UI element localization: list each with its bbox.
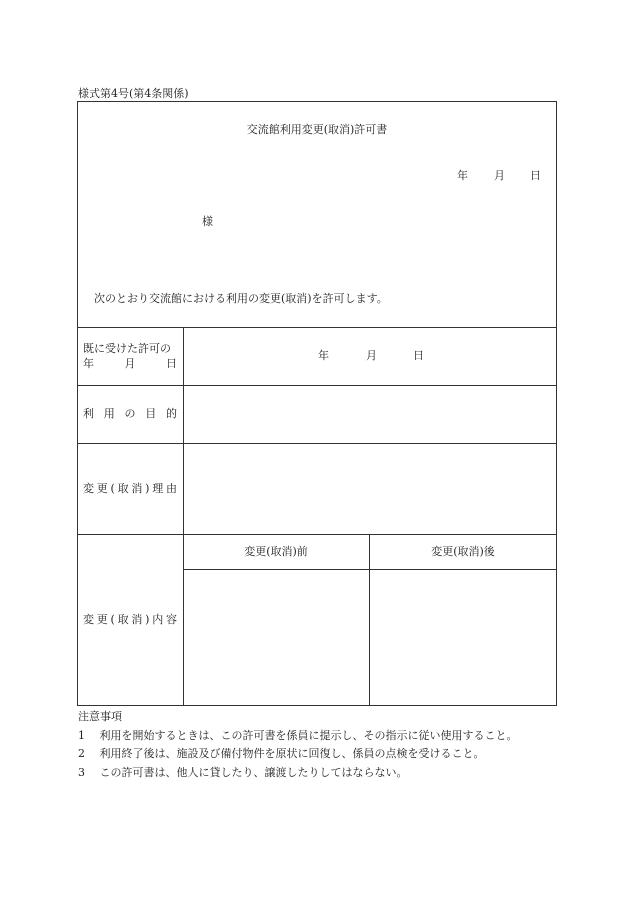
note-text: この許可書は、他人に貸したり、譲渡したりしてはならない。: [99, 766, 408, 779]
char: ): [145, 482, 150, 495]
row-divider: [77, 443, 557, 444]
char: 理: [152, 482, 164, 495]
char: 更: [96, 613, 108, 626]
permit-statement: 次のとおり交流館における利用の変更(取消)を許可します。: [94, 292, 388, 305]
note-item: [78, 747, 485, 761]
note-number: 3: [78, 766, 85, 779]
content-label: [83, 613, 177, 627]
document-title: 交流館利用変更(取消)許可書: [246, 123, 388, 136]
after-header: 変更(取消)後: [431, 545, 495, 558]
char: (: [110, 482, 115, 495]
note-item: [78, 766, 408, 780]
purpose-label: [83, 407, 177, 421]
row-divider: [77, 385, 557, 386]
char: 更: [96, 482, 108, 495]
issue-date-month: 月: [494, 169, 505, 182]
char: 取: [117, 482, 129, 495]
note-text: 利用を開始するときは、この許可書を係員に提示し、その指示に従い使用すること。: [99, 729, 518, 742]
before-header: 変更(取消)前: [244, 545, 308, 558]
issue-date-year: 年: [457, 169, 468, 182]
char: 容: [165, 613, 177, 626]
issue-date-day: 日: [530, 169, 541, 182]
reason-label: [83, 482, 177, 496]
char: ): [145, 613, 150, 626]
row-divider: [77, 327, 557, 328]
char: (: [110, 613, 115, 626]
prior-permit-label-date: [83, 357, 177, 371]
char: 的: [166, 407, 177, 420]
column-divider: [183, 327, 184, 706]
char: 変: [83, 613, 94, 626]
char: 消: [131, 482, 143, 495]
prior-permit-label: 既に受けた許可の: [83, 342, 171, 355]
char: 用: [103, 407, 115, 420]
char: 利: [83, 407, 94, 420]
char: 内: [152, 613, 164, 626]
note-text: 利用終了後は、施設及び備付物件を原状に回復し、係員の点検を受けること。: [99, 747, 485, 760]
char: 由: [165, 482, 177, 495]
prior-permit-day: 日: [413, 349, 424, 362]
char: の: [124, 407, 136, 420]
prior-permit-year: 年: [318, 349, 329, 362]
label-year: 年: [83, 357, 94, 370]
notes-heading: 注意事項: [78, 710, 122, 723]
char: 変: [83, 482, 94, 495]
note-item: [78, 729, 518, 743]
note-number: 2: [78, 747, 85, 760]
column-divider: [369, 534, 370, 706]
char: 取: [117, 613, 129, 626]
char: 目: [145, 407, 157, 420]
row-divider: [183, 569, 557, 570]
label-month: 月: [124, 357, 136, 370]
addressee-suffix: 様: [202, 215, 213, 228]
label-day: 日: [166, 357, 177, 370]
note-number: 1: [78, 729, 85, 742]
char: 消: [131, 613, 143, 626]
form-number: 様式第4号(第4条関係): [78, 87, 189, 100]
prior-permit-month: 月: [366, 349, 377, 362]
row-divider: [77, 534, 557, 535]
